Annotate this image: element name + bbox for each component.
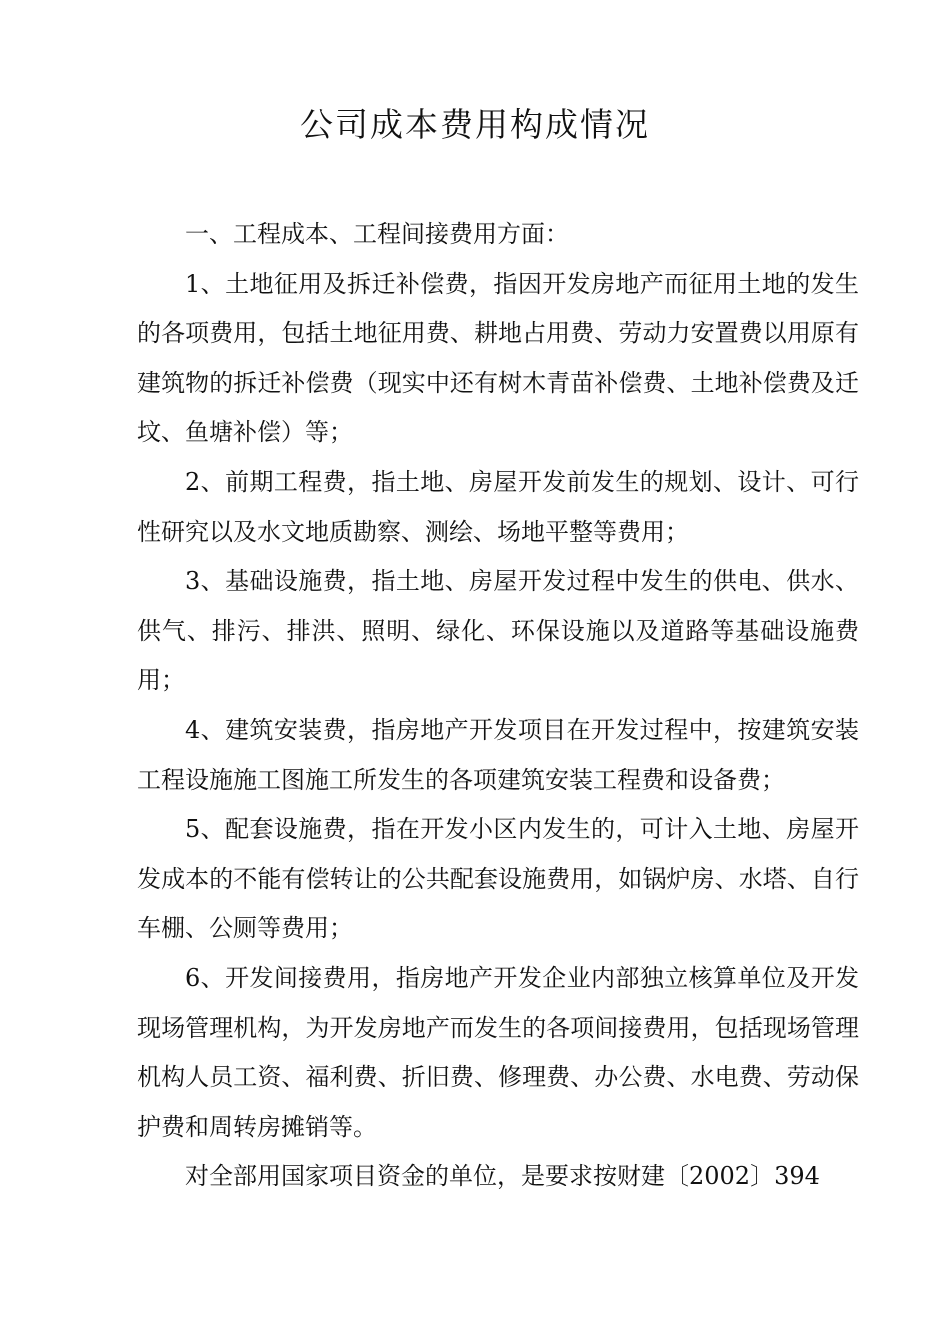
paragraph-construction-installation: 4、建筑安装费，指房地产开发项目在开发过程中，按建筑安装工程设施施工图施工所发生的各项建筑安装工程费和设备费； <box>137 715 859 794</box>
paragraph-supporting-facilities: 5、配套设施费，指在开发小区内发生的，可计入土地、房屋开发成本的不能有偿转让的公共配套设施费用，如锅炉房、水塔、自行车棚、公厕等费用； <box>137 815 859 943</box>
paragraph-indirect-costs: 6、开发间接费用，指房地产开发企业内部独立核算单位及开发现场管理机构，为开发房地产而发生的各项间接费用，包括现场管理机构人员工资、福利费、折旧费、修理费、办公费、水电费、劳动保护费和周转房摊销等。 <box>137 963 859 1141</box>
section-heading-paragraph: 一、工程成本、工程间接费用方面： <box>185 220 569 248</box>
paragraph-infrastructure: 3、基础设施费，指土地、房屋开发过程中发生的供电、供水、供气、排污、排洪、照明、绿化、环保设施以及道路等基础设施费用； <box>137 567 859 695</box>
document-title: 公司成本费用构成情况 <box>300 105 650 144</box>
paragraph-preliminary-engineering: 2、前期工程费，指土地、房屋开发前发生的规划、设计、可行性研究以及水文地质勘察、测绘、场地平整等费用； <box>137 467 859 546</box>
paragraph-state-funds: 对全部用国家项目资金的单位，是要求按财建〔2002〕394 <box>185 1162 820 1191</box>
paragraph-land-requisition: 1、土地征用及拆迁补偿费，指因开发房地产而征用土地的发生的各项费用，包括土地征用费、耕地占用费、劳动力安置费以用原有建筑物的拆迁补偿费（现实中还有树木青苗补偿费、土地补偿费及迁坟、鱼塘补偿）等； <box>137 269 859 447</box>
document-body <box>137 210 859 1202</box>
